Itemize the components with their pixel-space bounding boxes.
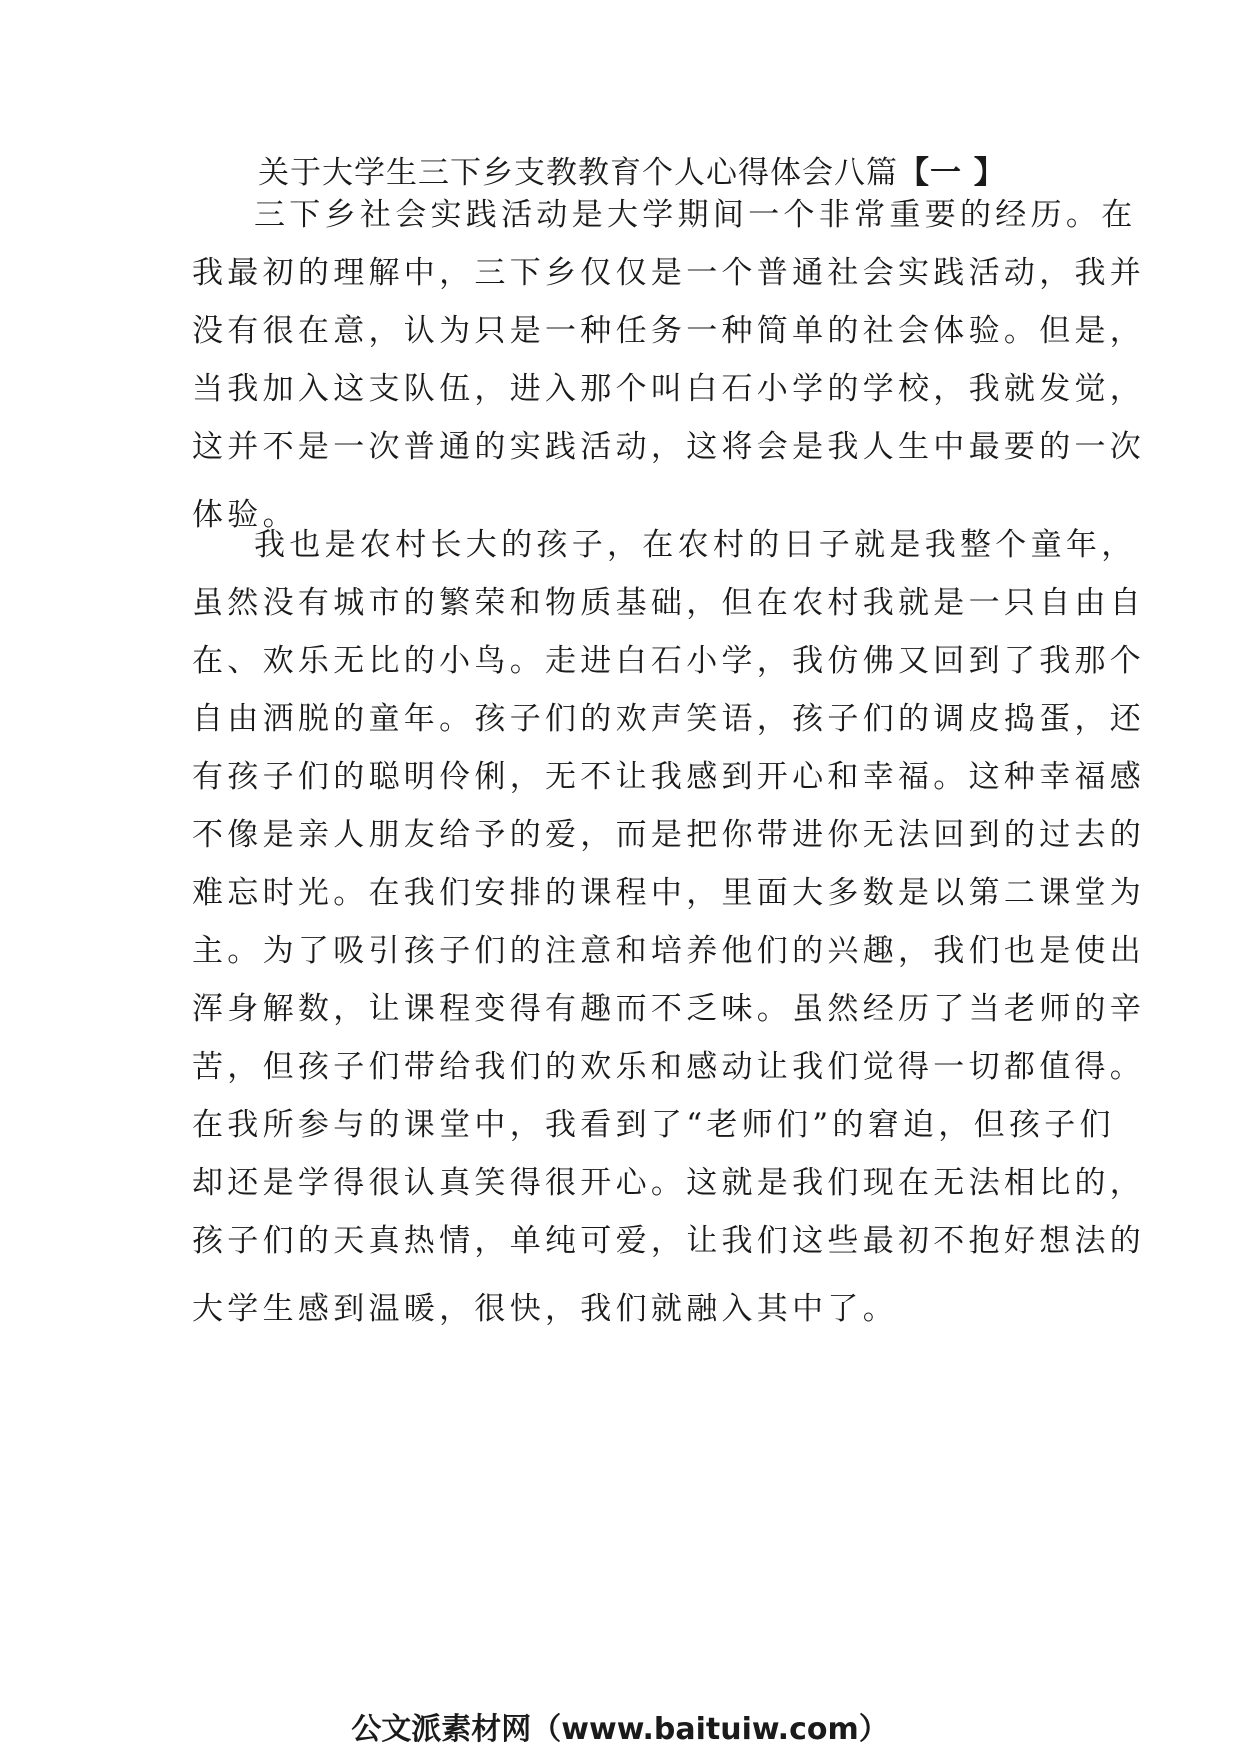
paragraph-line: 大学生感到温暖，很快，我们就融入其中了。: [192, 1291, 898, 1327]
paragraph-line: 体验。: [192, 497, 298, 533]
paragraph-line: 我也是农村长大的孩子，在农村的日子就是我整个童年，: [254, 527, 1137, 563]
site-footer: 公文派素材网（www.baituiw.com）: [351, 1712, 889, 1747]
paragraph-line: 主。为了吸引孩子们的注意和培养他们的兴趣，我们也是使出: [192, 933, 1146, 969]
paragraph-line: 浑身解数，让课程变得有趣而不乏味。虽然经历了当老师的辛: [192, 991, 1146, 1027]
paragraph-line: 这并不是一次普通的实践活动，这将会是我人生中最要的一次: [192, 429, 1146, 465]
paragraph-line: 三下乡社会实践活动是大学期间一个非常重要的经历。在: [254, 197, 1137, 233]
title-section-marker: 【一 】: [898, 155, 1006, 191]
paragraph-line: 虽然没有城市的繁荣和物质基础，但在农村我就是一只自由自: [192, 585, 1146, 621]
paragraph-line: 难忘时光。在我们安排的课程中，里面大多数是以第二课堂为: [192, 875, 1146, 911]
paragraph-line: 有孩子们的聪明伶俐，无不让我感到开心和幸福。这种幸福感: [192, 759, 1146, 795]
paragraph-line: 不像是亲人朋友给予的爱，而是把你带进你无法回到的过去的: [192, 817, 1146, 853]
paragraph-1: [192, 186, 1146, 544]
paragraph-line: 当我加入这支队伍，进入那个叫白石小学的学校，我就发觉，: [192, 371, 1146, 407]
paragraph-line: 在、欢乐无比的小鸟。走进白石小学，我仿佛又回到了我那个: [192, 643, 1146, 679]
paragraph-line: 我最初的理解中，三下乡仅仅是一个普通社会实践活动，我并: [192, 255, 1146, 291]
paragraph-line: 苦，但孩子们带给我们的欢乐和感动让我们觉得一切都值得。: [192, 1049, 1146, 1085]
title-text: 关于大学生三下乡支教教育个人心得体会八篇: [258, 155, 898, 191]
paragraph-line: 却还是学得很认真笑得很开心。这就是我们现在无法相比的，: [192, 1165, 1146, 1201]
paragraph-line: 自由洒脱的童年。孩子们的欢声笑语，孩子们的调皮捣蛋，还: [192, 701, 1146, 737]
paragraph-line: 孩子们的天真热情，单纯可爱，让我们这些最初不抱好想法的: [192, 1223, 1146, 1259]
paragraph-2: [192, 516, 1146, 1338]
paragraph-line: 没有很在意，认为只是一种任务一种简单的社会体验。但是，: [192, 313, 1146, 349]
paragraph-line: 在我所参与的课堂中，我看到了“老师们”的窘迫，但孩子们: [192, 1107, 1115, 1143]
